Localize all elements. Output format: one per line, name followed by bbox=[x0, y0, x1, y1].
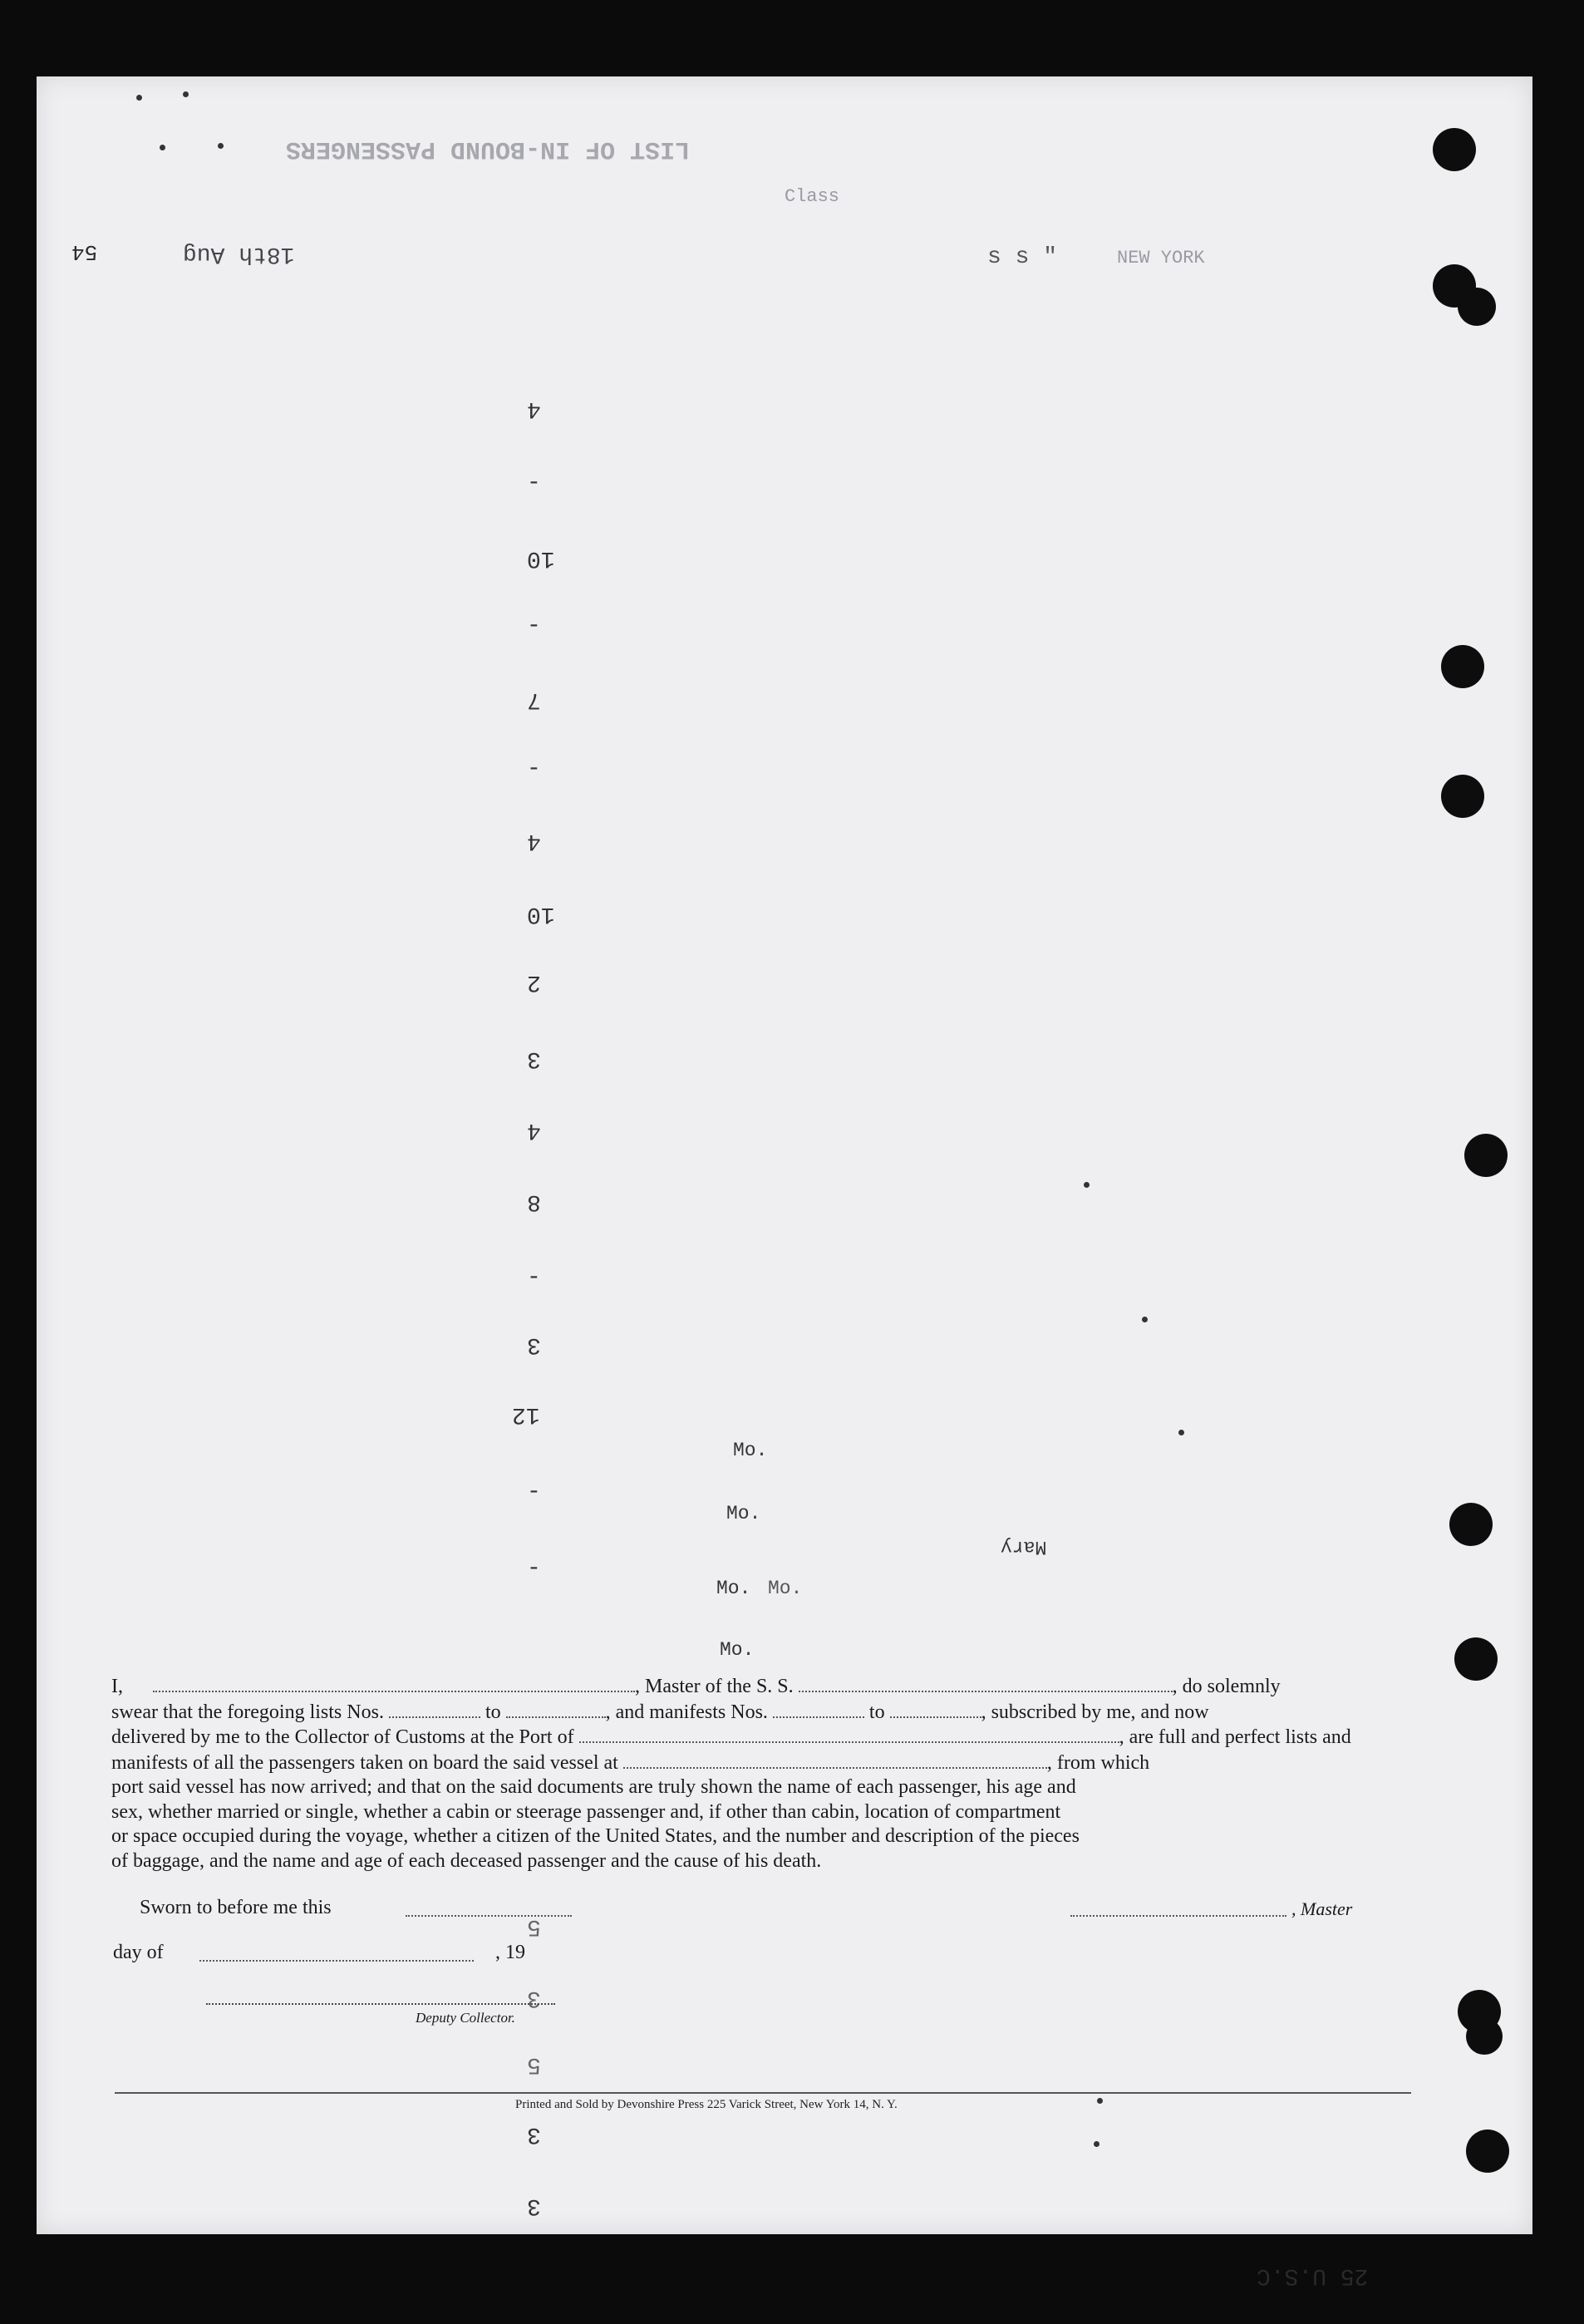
oath-line-4: manifests of all the passengers taken on board the said vessel at , from which bbox=[111, 1751, 1150, 1774]
scan-dot bbox=[218, 143, 224, 149]
scan-dot bbox=[1097, 2098, 1103, 2104]
bleed-number: 3 bbox=[527, 1046, 541, 1071]
scan-dot bbox=[1094, 2141, 1099, 2147]
scan-dot bbox=[1084, 1182, 1090, 1188]
deputy-signature-field[interactable] bbox=[206, 2003, 555, 2005]
ghost-header-port: NEW YORK bbox=[1117, 248, 1205, 268]
binder-hole bbox=[1433, 128, 1476, 171]
bleed-number: 3 bbox=[527, 2121, 541, 2147]
year-label: , 19 bbox=[495, 1942, 525, 1963]
day-of-label: day of bbox=[113, 1942, 164, 1963]
bleed-number: 3 bbox=[527, 2193, 541, 2218]
scan-dot bbox=[1142, 1317, 1148, 1322]
scan-dot bbox=[183, 91, 189, 97]
binder-hole bbox=[1464, 1134, 1508, 1177]
bleed-number: 10 bbox=[527, 901, 555, 927]
bleed-number: 7 bbox=[527, 687, 541, 712]
bleed-number: 12 bbox=[512, 1401, 540, 1427]
bleed-word: Mo. bbox=[716, 1578, 751, 1599]
bleed-stamp: 25 U.S.C bbox=[1257, 2262, 1369, 2288]
month-field[interactable] bbox=[199, 1960, 474, 1962]
oath-line-7: or space occupied during the voyage, whether a citizen of the United States, and the number and description of the pieces bbox=[111, 1825, 1080, 1847]
deputy-collector-label: Deputy Collector. bbox=[416, 2010, 515, 2026]
ghost-header-class: Class bbox=[785, 186, 840, 207]
bleed-number: - bbox=[527, 1265, 541, 1291]
binder-hole bbox=[1458, 288, 1496, 326]
bleed-word: Mo. bbox=[726, 1503, 761, 1524]
oath-paragraph bbox=[111, 1674, 1408, 1873]
binder-hole bbox=[1454, 1637, 1498, 1681]
scan-dot bbox=[136, 95, 142, 101]
oath-line-8: of baggage, and the name and age of each deceased passenger and the cause of his death. bbox=[111, 1849, 822, 1872]
scan-dot bbox=[160, 145, 165, 150]
bleed-number: - bbox=[527, 1480, 541, 1505]
master-label: , Master bbox=[1291, 1898, 1353, 1919]
bleed-number: - bbox=[527, 470, 541, 496]
page-number: 54 bbox=[71, 239, 98, 264]
footer-rule bbox=[115, 2092, 1411, 2094]
bleed-word: Mo. bbox=[768, 1578, 803, 1599]
oath-line-1: I, , Master of the S. S. , do solemnly bbox=[111, 1676, 1281, 1697]
bleed-number: 4 bbox=[527, 828, 541, 854]
bleed-number: 3 bbox=[527, 1332, 541, 1357]
bleed-number: 8 bbox=[527, 1189, 541, 1214]
bleed-number: 5 bbox=[527, 2051, 541, 2077]
ghost-header-date: 18th Aug bbox=[183, 241, 295, 267]
sworn-day-field[interactable] bbox=[406, 1915, 572, 1917]
bleed-number: 4 bbox=[527, 396, 541, 421]
oath-line-6: sex, whether married or single, whether a cabin or steerage passenger and, if other than cabin, location of compartment bbox=[111, 1800, 1061, 1823]
bleed-number: - bbox=[527, 1556, 541, 1582]
bleed-number: 4 bbox=[527, 1117, 541, 1143]
binder-hole bbox=[1441, 775, 1484, 818]
binder-hole bbox=[1449, 1503, 1493, 1546]
bleed-word: Mo. bbox=[720, 1639, 755, 1661]
bleed-word: Mo. bbox=[733, 1440, 768, 1461]
oath-line-5: port said vessel has now arrived; and that on the said documents are truly shown the name of each passenger, his age and bbox=[111, 1776, 1076, 1798]
bleed-number: - bbox=[527, 613, 541, 639]
bleed-word: Mary bbox=[1001, 1536, 1047, 1558]
bleed-number: 2 bbox=[527, 969, 541, 995]
ghost-header-title: LIST OF IN-BOUND PASSENGERS bbox=[286, 135, 691, 163]
oath-line-2: swear that the foregoing lists Nos. to , and manifests Nos. to , subscribed by me, and now bbox=[111, 1701, 1209, 1723]
binder-hole bbox=[1466, 2130, 1509, 2173]
bleed-number: 5 bbox=[527, 1913, 541, 1939]
bleed-number: - bbox=[527, 756, 541, 782]
ghost-header-ship: s s " bbox=[987, 244, 1058, 270]
sworn-label: Sworn to before me this bbox=[140, 1897, 332, 1918]
bleed-number: 3 bbox=[527, 1985, 541, 2011]
master-signature-field[interactable] bbox=[1070, 1915, 1286, 1917]
bleed-number: 10 bbox=[527, 545, 555, 571]
printer-imprint: Printed and Sold by Devonshire Press 225 Varick Street, New York 14, N. Y. bbox=[515, 2098, 898, 2111]
binder-hole bbox=[1466, 2018, 1503, 2055]
document-page bbox=[37, 76, 1532, 2288]
oath-line-3: delivered by me to the Collector of Customs at the Port of , are full and perfect lists and bbox=[111, 1726, 1351, 1748]
binder-hole bbox=[1441, 645, 1484, 688]
scan-dot bbox=[1178, 1430, 1184, 1435]
